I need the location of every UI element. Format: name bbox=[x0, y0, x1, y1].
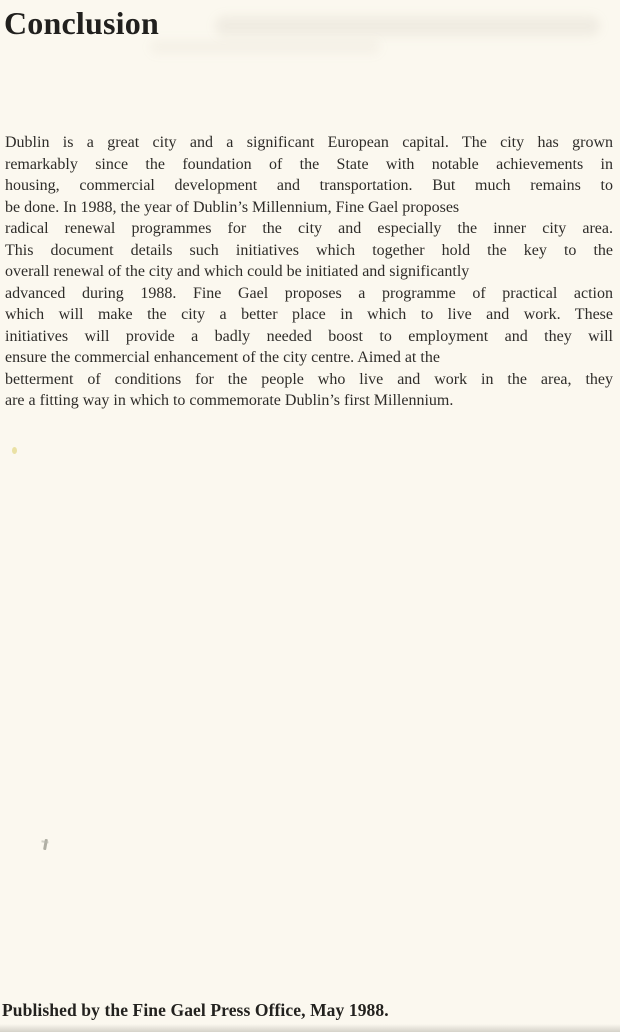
paragraph-line: betterment of conditions for the people who live and work in the area, they bbox=[5, 370, 613, 388]
paragraph-line: initiatives will provide a badly needed boost to employment and they will bbox=[5, 327, 613, 345]
body-paragraph bbox=[5, 132, 613, 412]
paragraph-line: radical renewal programmes for the city and especially the inner city area. bbox=[5, 220, 613, 237]
paragraph-line: remarkably since the foundation of the State with notable achievements in bbox=[5, 155, 613, 173]
scan-bleed-through-smudge bbox=[150, 40, 380, 54]
page-edge-shadow bbox=[0, 1024, 620, 1032]
publisher-line: Published by the Fine Gael Press Office, May 1988. bbox=[2, 1000, 389, 1020]
scan-bleed-through-smudge bbox=[215, 16, 600, 36]
paragraph-line: This document details such initiatives which together hold the key to the bbox=[5, 241, 613, 259]
scan-mark bbox=[43, 839, 48, 850]
paragraph-line: are a fitting way in which to commemorate Dublin’s first Millennium. bbox=[5, 392, 454, 409]
paragraph-line: advanced during 1988. Fine Gael proposes a programme of practical action bbox=[5, 284, 613, 302]
paragraph-line: Dublin is a great city and a significant European capital. The city has grown bbox=[5, 134, 613, 151]
paragraph-line: overall renewal of the city and which could be initiated and significantly bbox=[5, 263, 470, 280]
paragraph-line: ensure the commercial enhancement of the city centre. Aimed at the bbox=[5, 349, 440, 366]
paragraph-line: which will make the city a better place in which to live and work. These bbox=[5, 306, 613, 323]
page-title: Conclusion bbox=[4, 5, 159, 41]
scan-speck bbox=[12, 447, 17, 454]
paragraph-line: be done. In 1988, the year of Dublin’s Millennium, Fine Gael proposes bbox=[5, 198, 460, 216]
paragraph-line: housing, commercial development and transportation. But much remains to bbox=[5, 177, 613, 194]
